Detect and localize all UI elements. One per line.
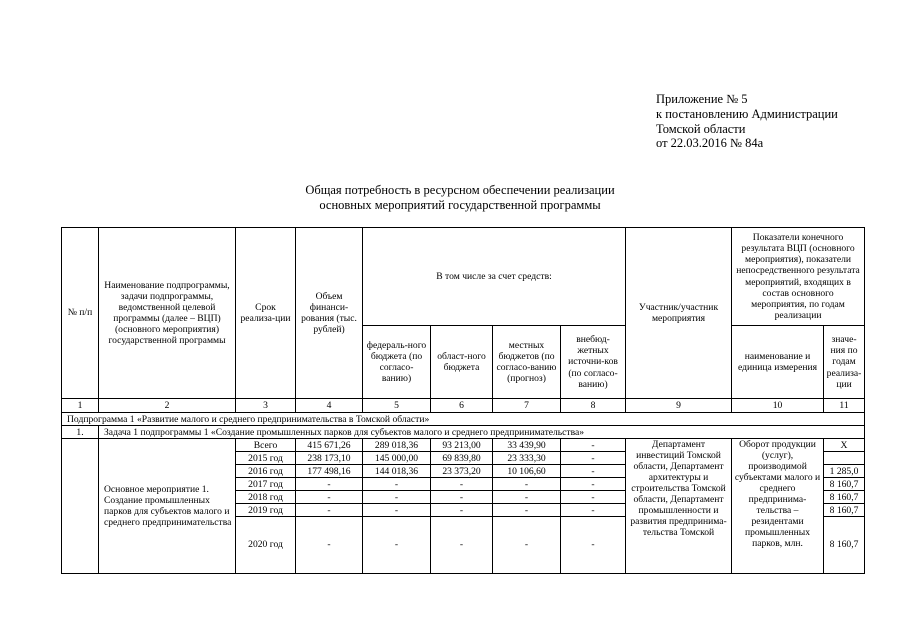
indicator-value-cell: 8 160,7 [824, 517, 865, 574]
volume-cell: - [296, 478, 363, 491]
regional-cell: - [431, 491, 493, 504]
indicator-value-cell: 8 160,7 [824, 504, 865, 517]
header-volume: Объем финанси-рования (тыс. рублей) [296, 228, 363, 399]
volume-cell: - [296, 491, 363, 504]
volume-cell: - [296, 517, 363, 574]
volume-cell: 238 173,10 [296, 452, 363, 465]
header-participant: Участник/участник мероприятия [626, 228, 732, 399]
activity-num-cell [62, 439, 99, 574]
column-number: 6 [431, 399, 493, 413]
indicator-value-cell [824, 452, 865, 465]
appendix-header [656, 92, 838, 151]
year-cell: 2015 год [236, 452, 296, 465]
header-local: местных бюджетов (по согласо-ванию (прогноз) [493, 326, 561, 399]
header-regional: област-ного бюджета [431, 326, 493, 399]
appendix-line: Томской области [656, 121, 746, 136]
header-extrabudget: внебюд-жетных источни-ков (по согласо-ванию) [561, 326, 626, 399]
federal-cell: - [363, 478, 431, 491]
indicator-value-cell: 1 285,0 [824, 465, 865, 478]
year-cell: Всего [236, 439, 296, 452]
column-number: 3 [236, 399, 296, 413]
federal-cell: - [363, 491, 431, 504]
year-cell: 2019 год [236, 504, 296, 517]
year-cell: 2020 год [236, 517, 296, 574]
document-title [0, 183, 905, 212]
activity-participant: Департамент инвестиций Томской области, Департамент архитектуры и строительства Томской области, Департамент промышленности и развития предпринима-тельства Томской [626, 439, 732, 574]
indicator-value-cell: 8 160,7 [824, 491, 865, 504]
column-number: 10 [732, 399, 824, 413]
subprogram-row: Подпрограмма 1 «Развитие малого и среднего предпринимательства в Томской области» [62, 413, 865, 426]
column-number: 11 [824, 399, 865, 413]
appendix-line: от 22.03.2016 № 84а [656, 136, 764, 151]
extrabudget-cell: - [561, 465, 626, 478]
local-cell: 23 333,30 [493, 452, 561, 465]
volume-cell: 415 671,26 [296, 439, 363, 452]
title-line: Общая потребность в ресурсном обеспечении реализации [305, 183, 615, 197]
task-number: 1. [62, 426, 99, 439]
federal-cell: 145 000,00 [363, 452, 431, 465]
column-number: 4 [296, 399, 363, 413]
regional-cell: - [431, 504, 493, 517]
task-row: Задача 1 подпрограммы 1 «Создание промышленных парков для субъектов малого и среднего предпринимательства» [99, 426, 865, 439]
title-line: основных мероприятий государственной программы [319, 197, 601, 212]
extrabudget-cell: - [561, 439, 626, 452]
local-cell: 10 106,60 [493, 465, 561, 478]
extrabudget-cell: - [561, 491, 626, 504]
regional-cell: - [431, 517, 493, 574]
extrabudget-cell: - [561, 478, 626, 491]
indicator-value-cell: 8 160,7 [824, 478, 865, 491]
header-federal: федераль-ного бюджета (по согласо-ванию) [363, 326, 431, 399]
federal-cell: - [363, 504, 431, 517]
federal-cell: 289 018,36 [363, 439, 431, 452]
column-number: 5 [363, 399, 431, 413]
year-cell: 2016 год [236, 465, 296, 478]
volume-cell: 177 498,16 [296, 465, 363, 478]
header-num: № п/п [62, 228, 99, 399]
local-cell: - [493, 504, 561, 517]
header-indicators: Показатели конечного результата ВЦП (основного мероприятия), показатели непосредственного результата мероприятий, входящих в состав основного мероприятия, по годам реализации [732, 228, 865, 326]
extrabudget-cell: - [561, 452, 626, 465]
local-cell: - [493, 517, 561, 574]
year-cell: 2017 год [236, 478, 296, 491]
regional-cell: 93 213,00 [431, 439, 493, 452]
extrabudget-cell: - [561, 504, 626, 517]
header-sources: В том числе за счет средств: [363, 228, 626, 326]
column-number: 9 [626, 399, 732, 413]
header-indicator-values: значе-ния по годам реализа-ции [824, 326, 865, 399]
federal-cell: 144 018,36 [363, 465, 431, 478]
header-indicator-name: наименование и единица измерения [732, 326, 824, 399]
regional-cell: - [431, 478, 493, 491]
appendix-line: к постановлению Администрации [656, 106, 838, 121]
column-number: 2 [99, 399, 236, 413]
extrabudget-cell: - [561, 517, 626, 574]
header-name: Наименование подпрограммы, задачи подпрограммы, ведомственной целевой программы (далее – ВЦП) (основного мероприятия) государственной программы [99, 228, 236, 399]
indicator-value-cell: Х [824, 439, 865, 452]
regional-cell: 23 373,20 [431, 465, 493, 478]
appendix-line: Приложение № 5 [656, 92, 748, 106]
activity-name: Основное мероприятие 1. Создание промышленных парков для субъектов малого и среднего предпринимательства [99, 439, 236, 574]
regional-cell: 69 839,80 [431, 452, 493, 465]
column-number: 7 [493, 399, 561, 413]
local-cell: 33 439,90 [493, 439, 561, 452]
column-number: 1 [62, 399, 99, 413]
header-term: Срок реализа-ции [236, 228, 296, 399]
resource-table [61, 227, 865, 574]
local-cell: - [493, 478, 561, 491]
federal-cell: - [363, 517, 431, 574]
activity-indicator: Оборот продукции (услуг), производимой субъектами малого и среднего предпринима-тельства – резидентами промышленных парков, млн. [732, 439, 824, 574]
local-cell: - [493, 491, 561, 504]
column-number: 8 [561, 399, 626, 413]
volume-cell: - [296, 504, 363, 517]
year-cell: 2018 год [236, 491, 296, 504]
